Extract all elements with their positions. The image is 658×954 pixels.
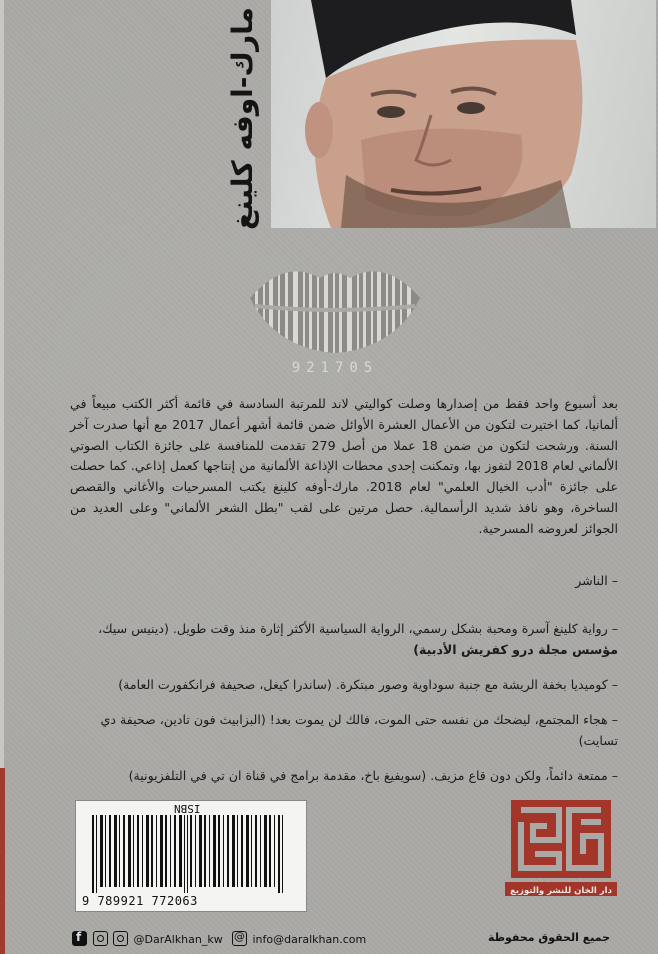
review-text: – رواية كلينغ آسرة ومحبة بشكل رسمي، الرواية السياسية الأكثر إثارة منذ وقت طويل. (دينيس سيك، <box>98 621 618 636</box>
description-paragraph: بعد أسبوع واحد فقط من إصدارها وصلت كواليتي لاند للمرتبة السادسة في قائمة أكثر الكتب مبيعاً في ألمانيا، كما اختيرت لتكون من الأعمال العشرة الأوائل ضمن قائمة أشهر أعمال 2017 مع أنها صدرت آخر السنة. ورشحت لتكون من ضمن 18 عملا من أصل 279 تقدمت للمنافسة على جائزة الكتاب الصوتي الألماني لعام 2018 لتفوز بها، وتمكنت إحدى محطات الإذاعة الألمانية من إنتاجها كعمل إذاعي. كما حصلت على جائزة "أدب الخيال العلمي" لعام 2018. مارك-أوفه كلينغ يكتب المسرحيات والأغاني والقصص الساخرة، وهو نافذ شديد الرأسمالية. حصل مرتين على لقب "بطل الشعر الألماني" وعلى العديد من الجوائز لعروضه المسرحية. <box>70 396 619 536</box>
review-item <box>70 618 618 660</box>
publisher-name: دار الخان للنشر والتوزيع <box>510 886 612 896</box>
review-text: – كوميديا بخفة الريشة مع جنبة سوداوية وصور مبتكرة. (ساندرا كيغل، صحيفة فرانكفورت العامة) <box>118 677 618 692</box>
review-item <box>70 709 618 751</box>
review-item <box>70 674 618 695</box>
lips-barcode-graphic <box>245 248 425 378</box>
twitter-icon <box>113 931 128 946</box>
isbn-barcode <box>75 800 307 912</box>
publisher-signature: – الناشر <box>575 573 618 588</box>
email-contact[interactable] <box>232 931 366 946</box>
review-text: – ممتعة دائماً، ولكن دون قاع مزيف. (سويفيغ باخ، مقدمة برامج في قناة ان تي في التلفزيونية) <box>128 768 618 783</box>
facebook-icon <box>72 931 87 946</box>
footer <box>0 924 658 954</box>
author-name <box>212 8 272 228</box>
social-handles[interactable] <box>72 931 223 946</box>
review-source: مؤسس مجلة درو كفريش الأدبية) <box>413 642 618 657</box>
author-photo <box>271 0 656 228</box>
reviews-list <box>70 618 618 800</box>
lips-caption: 921705 <box>291 360 379 376</box>
author-name-text: مارك-اوفه كلينغ <box>225 6 259 230</box>
review-item <box>70 765 618 786</box>
publisher-logo <box>505 798 617 900</box>
social-handle-text: @DarAlkhan_kw <box>133 933 223 946</box>
instagram-icon <box>93 931 108 946</box>
email-icon <box>232 931 247 946</box>
isbn-number: 9 789921 772063 <box>82 894 198 908</box>
rights-reserved: جميع الحقوق محفوظة <box>487 931 610 944</box>
book-description <box>70 394 618 540</box>
review-text: – هجاء المجتمع، ليضحك من نفسه حتى الموت، فالك لن يموت بعد! (البزابيث فون تادين، صحيفة دي تسايت) <box>100 712 618 748</box>
email-text: info@daralkhan.com <box>252 933 367 946</box>
isbn-label: ISBN <box>174 802 201 815</box>
